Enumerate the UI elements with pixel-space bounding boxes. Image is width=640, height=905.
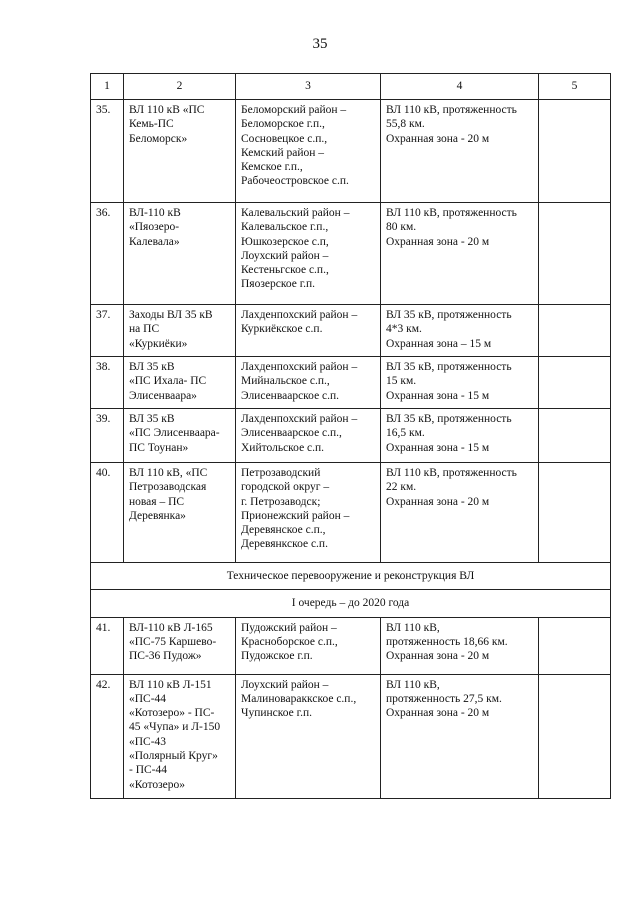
location-cell (236, 617, 381, 674)
cell-line: Охранная зона - 20 м (386, 132, 490, 145)
cell-line: «ПС-44 (129, 692, 167, 705)
cell-line: Заходы ВЛ 35 кВ (129, 309, 213, 321)
cell-line: Калевальский район – (241, 207, 350, 219)
table-row (91, 617, 611, 674)
cell-line: Пудожский район – (241, 621, 337, 634)
row-number: 40. (91, 463, 124, 563)
cell-line: городской округ – (241, 481, 330, 494)
note-cell (539, 203, 611, 305)
cell-line: ВЛ 110 кВ, (386, 621, 440, 634)
cell-line: Сосновецкое с.п., (241, 132, 328, 145)
specs-cell (381, 674, 539, 798)
cell-line: Кемь-ПС (129, 118, 174, 131)
cell-line: на ПС (129, 323, 160, 336)
cell-line: Беломорск» (129, 132, 188, 145)
cell-line: Пудожское г.п. (241, 650, 313, 663)
cell-line: ВЛ 35 кВ, протяженность (386, 309, 512, 321)
cell-line: Беломорское г.п., (241, 118, 325, 131)
cell-line: Лоухский район – (241, 249, 329, 262)
cell-line: «ПС Элисенваара- (129, 427, 220, 440)
cell-line: «Полярный Круг» (129, 750, 218, 763)
cell-line: Деревянское с.п., (241, 524, 326, 537)
column-header: 3 (236, 74, 381, 100)
table-row (91, 203, 611, 305)
row-number: 38. (91, 357, 124, 409)
cell-line: Калевала» (129, 235, 180, 248)
row-number: 39. (91, 409, 124, 463)
row-number: 36. (91, 203, 124, 305)
cell-line: ВЛ 110 кВ, протяженность (386, 207, 517, 219)
cell-line: Красноборское с.п., (241, 635, 338, 648)
object-name-cell (124, 617, 236, 674)
cell-line: ВЛ 110 кВ, «ПС (129, 467, 208, 479)
cell-line: Деревянкское с.п. (241, 538, 328, 551)
cell-line: Юшкозерское с.п, (241, 235, 329, 248)
cell-line: 80 км. (386, 221, 417, 234)
cell-line: Лахденпохский район – (241, 413, 358, 425)
cell-line: 22 км. (386, 481, 417, 494)
cell-line: Охранная зона - 20 м (386, 707, 490, 720)
cell-line: Калевальское г.п., (241, 221, 329, 234)
cell-line: ВЛ 110 кВ, протяженность (386, 467, 517, 479)
cell-line: Куркиёкское с.п. (241, 323, 323, 336)
cell-line: Элисенваара» (129, 389, 197, 402)
location-cell (236, 305, 381, 357)
specs-cell (381, 305, 539, 357)
cell-line: Мийнальское с.п., (241, 375, 330, 388)
cell-line: Охранная зона - 20 м (386, 495, 490, 508)
cell-line: Элисенваарское с.п. (241, 389, 340, 402)
cell-line: 55,8 км. (386, 118, 425, 131)
cell-line: Кемское г.п., (241, 161, 303, 174)
cell-line: ВЛ 35 кВ, протяженность (386, 413, 512, 425)
cell-line: Лахденпохский район – (241, 309, 358, 321)
table-row (91, 409, 611, 463)
cell-line: ВЛ 110 кВ, протяженность (386, 104, 517, 116)
cell-line: Элисенваарское с.п., (241, 427, 342, 440)
cell-line: Кемский район – (241, 146, 325, 159)
cell-line: ПС Тоунан» (129, 441, 189, 454)
cell-line: 45 «Чупа» и Л-150 (129, 721, 221, 734)
note-cell (539, 617, 611, 674)
object-name-cell (124, 203, 236, 305)
row-number: 37. (91, 305, 124, 357)
cell-line: Лоухский район – (241, 678, 329, 691)
location-cell (236, 100, 381, 203)
cell-line: - ПС-44 (129, 764, 168, 777)
cell-line: Охранная зона – 15 м (386, 337, 492, 350)
cell-line: «Куркиёки» (129, 337, 188, 350)
column-header: 4 (381, 74, 539, 100)
page-number: 35 (312, 36, 328, 52)
note-cell (539, 463, 611, 563)
cell-line: Беломорский район – (241, 104, 347, 116)
column-header: 1 (91, 74, 124, 100)
objects-table-body (91, 74, 611, 799)
cell-line: ВЛ 35 кВ, протяженность (386, 361, 512, 373)
section-row (91, 563, 611, 590)
table-row (91, 100, 611, 203)
location-cell (236, 203, 381, 305)
cell-line: ПС-36 Пудож» (129, 650, 202, 663)
object-name-cell (124, 463, 236, 563)
cell-line: ВЛ 110 кВ Л-151 (129, 678, 212, 691)
note-cell (539, 409, 611, 463)
cell-line: Хийтольское с.п. (241, 441, 325, 454)
cell-line: г. Петрозаводск; (241, 495, 321, 508)
cell-line: Охранная зона - 20 м (386, 235, 490, 248)
cell-line: ВЛ 35 кВ (129, 361, 175, 373)
cell-line: 4*3 км. (386, 323, 422, 336)
table-row (91, 674, 611, 798)
cell-line: Лахденпохский район – (241, 361, 358, 373)
location-cell (236, 357, 381, 409)
object-name-cell (124, 409, 236, 463)
specs-cell (381, 100, 539, 203)
cell-line: Кестеньгское с.п., (241, 264, 329, 277)
cell-line: ВЛ 110 кВ, (386, 678, 440, 691)
cell-line: протяженность 27,5 км. (386, 692, 502, 705)
row-number: 41. (91, 617, 124, 674)
table-row (91, 357, 611, 409)
specs-cell (381, 617, 539, 674)
column-header: 5 (539, 74, 611, 100)
cell-line: Малиновараккское с.п., (241, 692, 357, 705)
object-name-cell (124, 305, 236, 357)
location-cell (236, 674, 381, 798)
cell-line: новая – ПС (129, 495, 185, 508)
cell-line: Охранная зона - 15 м (386, 389, 490, 402)
cell-line: ВЛ 35 кВ (129, 413, 175, 425)
cell-line: ВЛ 110 кВ «ПС (129, 104, 205, 116)
object-name-cell (124, 357, 236, 409)
cell-line: Охранная зона - 20 м (386, 650, 490, 663)
cell-line: протяженность 18,66 км. (386, 635, 508, 648)
cell-line: Прионежский район – (241, 509, 350, 522)
cell-line: Петрозаводская (129, 481, 207, 494)
table-header-row (91, 74, 611, 100)
cell-line: Пяозерское г.п. (241, 278, 316, 291)
location-cell (236, 463, 381, 563)
note-cell (539, 357, 611, 409)
cell-line: Чупинское г.п. (241, 707, 312, 720)
cell-line: Охранная зона - 15 м (386, 441, 490, 454)
column-header: 2 (124, 74, 236, 100)
cell-line: Петрозаводский (241, 467, 321, 479)
specs-cell (381, 409, 539, 463)
row-number: 42. (91, 674, 124, 798)
note-cell (539, 100, 611, 203)
cell-line: «ПС-75 Каршево- (129, 635, 217, 648)
cell-line: «Пяозеро- (129, 221, 180, 234)
specs-cell (381, 463, 539, 563)
cell-line: ВЛ-110 кВ Л-165 (129, 621, 213, 634)
cell-line: Рабочеостровское с.п. (241, 175, 349, 188)
cell-line: 15 км. (386, 375, 417, 388)
note-cell (539, 674, 611, 798)
section-title: I очередь – до 2020 года (91, 590, 611, 617)
specs-cell (381, 203, 539, 305)
object-name-cell (124, 100, 236, 203)
cell-line: Деревянка» (129, 509, 186, 522)
cell-line: 16,5 км. (386, 427, 425, 440)
cell-line: ВЛ-110 кВ (129, 207, 181, 219)
section-row (91, 590, 611, 617)
table-row (91, 463, 611, 563)
cell-line: «Котозеро» - ПС- (129, 707, 215, 720)
objects-table (90, 73, 611, 799)
row-number: 35. (91, 100, 124, 203)
note-cell (539, 305, 611, 357)
cell-line: «ПС Ихала- ПС (129, 375, 207, 388)
section-title: Техническое перевооружение и реконструкция ВЛ (91, 563, 611, 590)
cell-line: «Котозеро» (129, 778, 185, 791)
location-cell (236, 409, 381, 463)
object-name-cell (124, 674, 236, 798)
cell-line: «ПС-43 (129, 735, 167, 748)
table-row (91, 305, 611, 357)
specs-cell (381, 357, 539, 409)
